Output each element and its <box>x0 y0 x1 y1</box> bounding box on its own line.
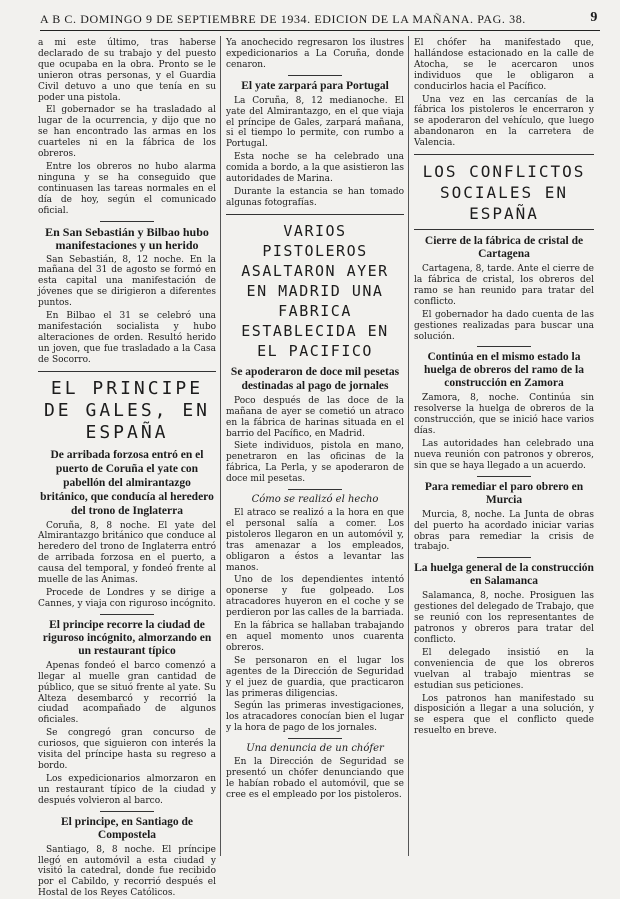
article-paragraph: El gobernador se ha trasladado al lugar de la ocurrencia, y dijo que no se han encontrado las armas en los cuarteles ni en la fábrica de los obreros. <box>38 105 216 160</box>
separator <box>288 489 341 490</box>
headline-san-sebastian: En San Sebastián y Bilbao hubo manifestaciones y un herido <box>45 224 209 252</box>
article-paragraph: Apenas fondeó el barco comenzó a llegar al muelle gran cantidad de público, que se situó frente al yate. Su Alteza desembarcó y recorrió la ciudad acompañado de algunos oficiales. <box>38 660 216 726</box>
article-paragraph: Coruña, 8, 8 noche. El yate del Almirantazgo británico que conduce al heredero del trono de Inglaterra entró de arribada forzosa en el puerto, a causa del temporal, y fondeó frente al muelle de las Animas. <box>38 520 216 586</box>
headline-murcia: Para remediar el paro obrero en Murcia <box>424 480 584 506</box>
separator <box>226 214 404 215</box>
column-rule-2 <box>408 36 409 856</box>
separator <box>477 346 531 347</box>
separator <box>414 229 594 230</box>
headline-salamanca: La huelga general de la construcción en Salamanca <box>414 562 594 588</box>
headline-zamora: Continúa en el mismo estado la huelga de obreros del ramo de la construcción en Zamora <box>424 351 584 390</box>
column-3 <box>414 38 594 860</box>
article-paragraph: Las autoridades han celebrado una nueva reunión con patronos y obreros, sin que se haya llegado a un acuerdo. <box>414 439 594 471</box>
separator <box>100 221 153 222</box>
article-paragraph: Durante la estancia se han tomado algunas fotografías. <box>226 186 404 208</box>
separator <box>414 154 594 155</box>
separator <box>477 476 531 477</box>
page-number: 9 <box>590 10 598 25</box>
separator <box>100 811 153 812</box>
article-paragraph: Esta noche se ha celebrado una comida a bordo, a la que asistieron las autoridades de Marina. <box>226 152 404 185</box>
headline-principe-de-gales: EL PRINCIPE DE GALES, EN ESPAÑA <box>43 377 211 443</box>
headline-cartagena: Cierre de la fábrica de cristal de Cartagena <box>424 235 584 261</box>
article-paragraph: Se congregó gran concurso de curiosos, que siguieron con interés la visita del príncipe hasta su regreso a bordo. <box>38 728 216 771</box>
headline-incognito: El principe recorre la ciudad de riguroso incógnito, almorzando en un restaurant típico <box>42 618 212 657</box>
article-paragraph: Santiago, 8, 8 noche. El príncipe llegó en automóvil a esta ciudad y visitó la catedral, donde fue recibido por el Cabildo, y recorrió después el Hostal de los Reyes Católicos. <box>38 844 216 899</box>
article-paragraph: Ya anochecido regresaron los ilustres expedicionarios a La Coruña, donde cenaron. <box>226 38 404 70</box>
article-paragraph: Zamora, 8, noche. Continúa sin resolverse la huelga de obreros de la construcción, que se inició hace varios días. <box>414 393 594 437</box>
article-paragraph: El atraco se realizó a la hora en que el personal salía a comer. Los pistoleros llegaron en un automóvil y, tras amenazar a los empleados, obligaron a éstos a levantar las manos. <box>226 508 404 573</box>
article-paragraph: Los patronos han manifestado su disposición a llegar a una solución, y se espera que el conflicto quede resuelto en breve. <box>414 693 594 737</box>
article-paragraph: a mi este último, tras haberse declarado de su trabajo y del puesto que ocupaba en la obra. Pronto se le unieron otras personas, y el Guardia Civil detuvo a uno que tenía en su poder una pistola. <box>38 38 216 103</box>
subheadline-doce-mil: Se apoderaron de doce mil pesetas destinadas al pago de jornales <box>230 365 400 392</box>
article-paragraph: Entre los obreros no hubo alarma ninguna y se ha conseguido que continuasen las tareas normales en el día de hoy, según el comunicado oficial. <box>38 161 216 216</box>
article-paragraph: Según las primeras investigaciones, los atracadores conocían bien el lugar y la hora de pago de los jornales. <box>226 701 404 734</box>
headline-portugal: El yate zarpará para Portugal <box>241 79 389 92</box>
headline-como: Cómo se realizó el hecho <box>251 494 379 506</box>
article-paragraph: Una vez en las cercanías de la fábrica los pistoleros le encerraron y se apoderaron del vehículo, que luego abandonaron en la carretera de Valencia. <box>414 94 594 149</box>
article-paragraph: El gobernador ha dado cuenta de las gestiones realizadas para buscar una solución. <box>414 309 594 342</box>
article-paragraph: Siete individuos, pistola en mano, penetraron en las oficinas de la fábrica, La Perla, y se apoderaron de doce mil pesetas. <box>226 441 404 485</box>
article-paragraph: Poco después de las doce de la mañana de ayer se cometió un atraco en la fábrica de harinas situada en el barrio del Pacífico, en Madrid. <box>226 395 404 439</box>
article-paragraph: En la Dirección de Seguridad se presentó un chófer denunciando que le habían robado el automóvil, que se cree es el empleado por los pistoleros. <box>226 757 404 800</box>
column-1 <box>38 38 216 899</box>
article-paragraph: El chófer ha manifestado que, hallándose estacionado en la calle de Atocha, se le acercaron unos individuos que le obligaron a conducirlos hacia el Pacífico. <box>414 38 594 92</box>
headline-conflictos-sociales: LOS CONFLICTOS SOCIALES EN ESPAÑA <box>422 162 586 224</box>
article-paragraph: Los expedicionarios almorzaron en un restaurant típico de la ciudad y después volvieron al barco. <box>38 773 216 806</box>
separator <box>288 738 341 739</box>
column-2 <box>226 38 404 860</box>
column-rule-1 <box>220 36 221 856</box>
article-paragraph: Salamanca, 8, noche. Prosiguen las gestiones del delegado de Trabajo, que se reunió con los representantes de patronos y obreros para tratar del conflicto. <box>414 591 594 645</box>
page-header <box>40 10 600 31</box>
article-paragraph: El delegado insistió en la conveniencia de que los obreros vuelvan al trabajo mientras se estudian sus peticiones. <box>414 647 594 691</box>
article-paragraph: En Bilbao el 31 se celebró una manifestación socialista y hubo alteraciones de orden. Resultó herido un joven, que fue trasladado a la Casa de Socorro. <box>38 311 216 365</box>
article-paragraph: Murcia, 8, noche. La Junta de obras del puerto ha acordado iniciar varias obras para remediar la crisis de trabajo. <box>414 509 594 553</box>
separator <box>477 557 531 558</box>
header-line: A B C. DOMINGO 9 DE SEPTIEMBRE DE 1934. EDICION DE LA MAÑANA. PAG. 38. <box>40 12 526 26</box>
article-paragraph: En la fábrica se hallaban trabajando en aquel momento unos cuarenta obreros. <box>226 621 404 653</box>
headline-chofer: Una denuncia de un chófer <box>246 743 384 755</box>
headline-compostela: El principe, en Santiago de Compostela <box>61 815 193 841</box>
separator <box>288 75 341 76</box>
article-paragraph: Uno de los dependientes intentó oponerse y fue golpeado. Los atracadores huyeron en el coche y se perdieron por las calles de la barriada. <box>226 575 404 619</box>
article-paragraph: La Coruña, 8, 12 medianoche. El yate del Almirantazgo, en el que viaja el príncipe de Gales, zarpará mañana, si el tiempo lo permite, con rumbo a Portugal. <box>226 95 404 150</box>
subheadline-arribada: De arribada forzosa entró en el puerto de Coruña el yate con pabellón del almirantazgo británico, que conducía al heredero del trono de Inglaterra <box>40 448 214 517</box>
separator <box>38 371 216 372</box>
article-paragraph: Se personaron en el lugar los agentes de la Dirección de Seguridad y el juez de guardia, que practicaron las primeras diligencias. <box>226 655 404 699</box>
headline-pistoleros: VARIOS PISTOLEROS ASALTARON AYER EN MADRID UNA FABRICA ESTABLECIDA EN EL PACIFICO <box>241 221 389 360</box>
article-paragraph: Procede de Londres y se dirige a Cannes, y viaja con riguroso incógnito. <box>38 588 216 609</box>
article-paragraph: Cartagena, 8, tarde. Ante el cierre de la fábrica de cristal, los obreros del ramo se han reunido para tratar del conflicto. <box>414 264 594 307</box>
article-paragraph: San Sebastián, 8, 12 noche. En la mañana del 31 de agosto se formó en esta capital una manifestación de jóvenes que se dirigieron a diferentes puntos. <box>38 254 216 309</box>
separator <box>100 614 153 615</box>
